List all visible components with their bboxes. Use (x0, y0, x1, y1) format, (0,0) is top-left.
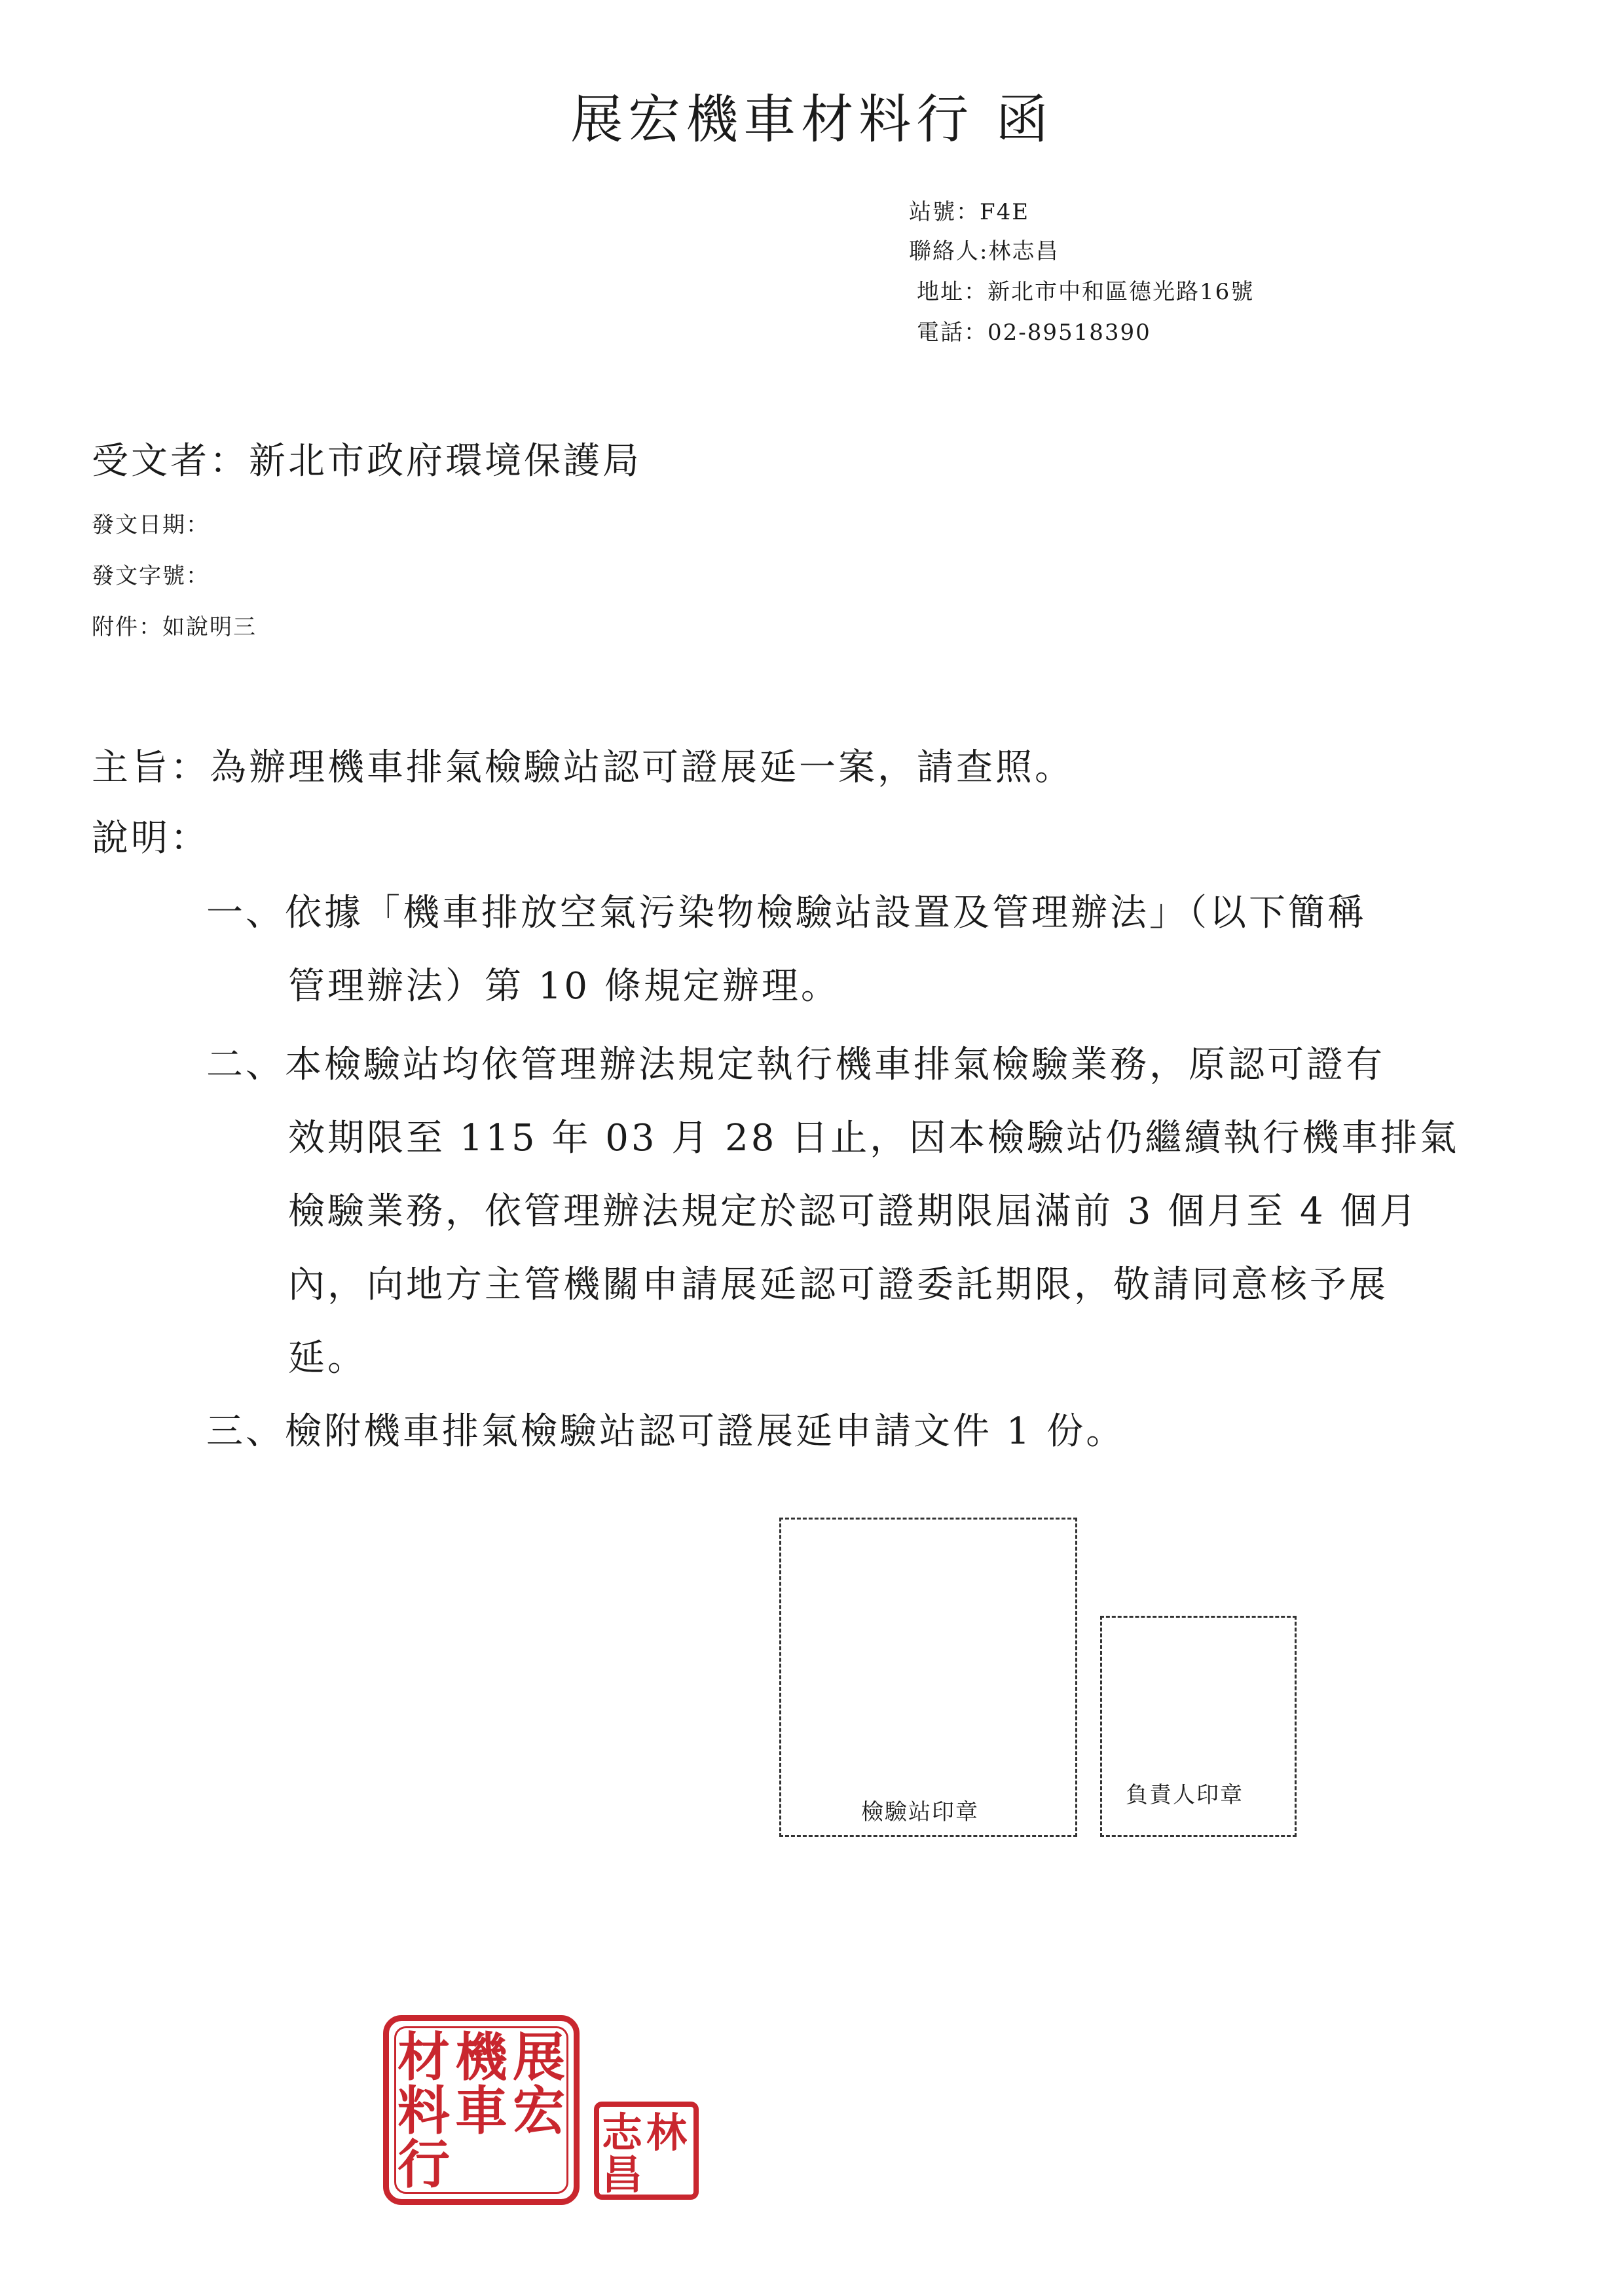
company-seal: 展 宏 機 車 材 料 行 (383, 2015, 580, 2205)
explanation-label: 說明： (92, 817, 210, 860)
phone: 電話：02-89518390 (917, 319, 1151, 346)
item-2-line-1: 二、本檢驗站均依管理辦法規定執行機車排氣檢驗業務，原認可證有 (206, 1044, 1385, 1086)
item-3-line-1: 三、檢附機車排氣檢驗站認可證展延申請文件 1 份。 (206, 1410, 1126, 1453)
item-1-line-1: 一、依據「機車排放空氣污染物檢驗站設置及管理辦法」（以下簡稱 (206, 892, 1367, 934)
subject: 主旨：為辦理機車排氣檢驗站認可證展延一案，請查照。 (92, 746, 1074, 789)
item-2-line-3: 檢驗業務，依管理辦法規定於認可證期限屆滿前 3 個月至 4 個月 (288, 1190, 1419, 1233)
owner-stamp-label: 負責人印章 (1126, 1782, 1244, 1808)
contact-person: 聯絡人:林志昌 (909, 238, 1060, 264)
issue-date: 發文日期： (92, 512, 210, 538)
address: 地址：新北市中和區德光路16號 (917, 279, 1255, 305)
item-2-line-2: 效期限至 115 年 03 月 28 日止，因本檢驗站仍繼續執行機車排氣 (288, 1117, 1460, 1159)
item-1-line-2: 管理辦法）第 10 條規定辦理。 (288, 965, 840, 1008)
reference-number: 發文字號： (92, 563, 210, 589)
item-2-line-4: 內，向地方主管機關申請展延認可證委託期限，敬請同意核予展 (288, 1264, 1388, 1306)
station-number: 站號：F4E (909, 199, 1030, 225)
document-title: 展宏機車材料行 函 (570, 89, 1054, 150)
owner-stamp-box (1100, 1616, 1297, 1837)
station-stamp-box (779, 1518, 1077, 1837)
owner-seal: 林 志 昌 (594, 2102, 699, 2200)
recipient: 受文者：新北市政府環境保護局 (92, 440, 642, 483)
attachment: 附件：如說明三 (92, 614, 257, 640)
item-2-line-5: 延。 (288, 1337, 367, 1379)
station-stamp-label: 檢驗站印章 (861, 1799, 979, 1825)
